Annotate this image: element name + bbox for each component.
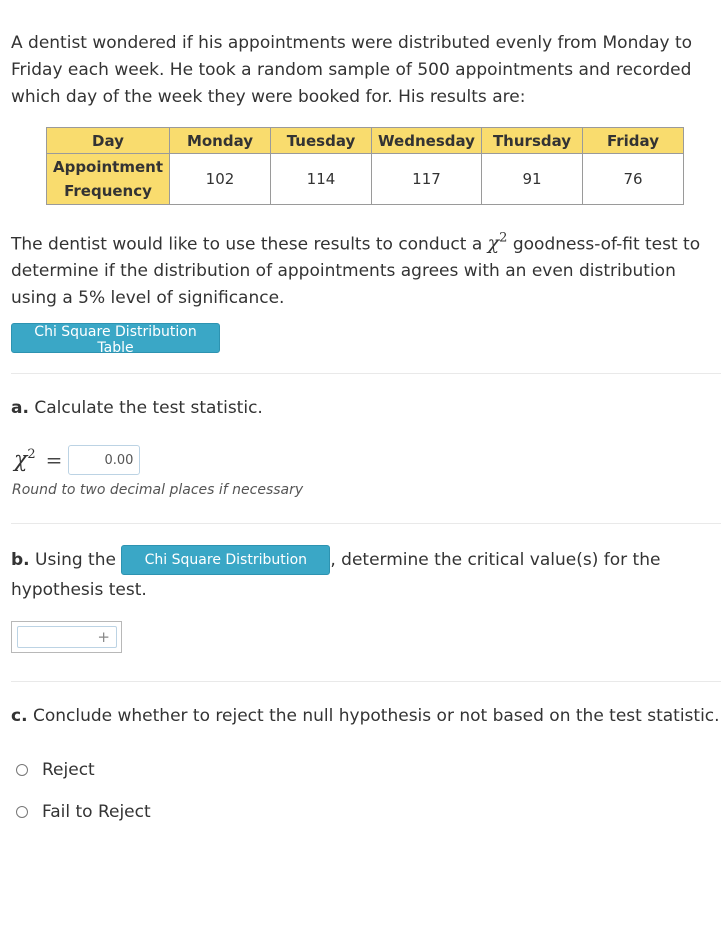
chi-exponent: 2 bbox=[499, 231, 508, 246]
plus-icon[interactable]: + bbox=[97, 628, 110, 646]
problem-intro: A dentist wondered if his appointments were distributed evenly from Monday to Friday each week. He took a random sample of 500 appointments and recorded which day of the week they were booked for. His results are: bbox=[11, 33, 693, 107]
equals-sign: = bbox=[45, 448, 63, 472]
rounding-hint: Round to two decimal places if necessary bbox=[12, 482, 304, 498]
part-c-text: Conclude whether to reject the null hypothesis or not based on the test statistic. bbox=[32, 706, 720, 726]
radio-button[interactable] bbox=[16, 806, 28, 818]
table-header-thursday: Thursday bbox=[482, 128, 583, 154]
table-header-friday: Friday bbox=[583, 128, 684, 154]
prompt-text-before: The dentist would like to use these results to conduct a bbox=[11, 234, 483, 255]
frequency-table bbox=[46, 127, 684, 205]
chi-square-table-inline-button[interactable]: Chi Square Distribution Table bbox=[121, 545, 330, 575]
chi-exponent: 2 bbox=[27, 447, 36, 463]
option-label: Fail to Reject bbox=[42, 802, 151, 822]
chi-letter: χ bbox=[487, 232, 500, 255]
table-header-monday: Monday bbox=[170, 128, 271, 154]
table-header-day: Day bbox=[47, 128, 170, 154]
table-row-label bbox=[47, 154, 170, 205]
chi-letter: χ bbox=[14, 447, 28, 473]
critical-value-input[interactable] bbox=[17, 626, 117, 648]
chi-square-symbol bbox=[14, 447, 36, 472]
table-header-wednesday: Wednesday bbox=[372, 128, 482, 154]
table-cell-wednesday: 117 bbox=[372, 154, 482, 205]
radio-button[interactable] bbox=[16, 764, 28, 776]
table-cell-monday: 102 bbox=[170, 154, 271, 205]
table-cell-friday: 76 bbox=[583, 154, 684, 205]
prompt-text-after: goodness-of-fit test to determine if the distribution of appointments agrees with an even distribution using a 5% level of significance. bbox=[11, 234, 701, 309]
problem-prompt bbox=[11, 225, 723, 312]
table-row bbox=[47, 154, 684, 205]
part-a-text: Calculate the test statistic. bbox=[34, 398, 263, 418]
row-label-line2: Frequency bbox=[64, 182, 152, 200]
table-cell-thursday: 91 bbox=[482, 154, 583, 205]
row-label-line1: Appointment bbox=[52, 158, 164, 176]
part-b-letter: b. bbox=[11, 550, 30, 570]
critical-value-input-group bbox=[11, 621, 122, 653]
divider bbox=[11, 681, 721, 682]
divider bbox=[11, 373, 721, 374]
part-a-question bbox=[11, 395, 723, 422]
test-statistic-row bbox=[14, 444, 140, 476]
part-b-question bbox=[11, 545, 723, 605]
option-reject[interactable] bbox=[16, 760, 95, 780]
test-statistic-input[interactable] bbox=[68, 445, 140, 475]
part-b-text-before: Using the bbox=[35, 550, 116, 570]
part-c-letter: c. bbox=[11, 706, 28, 726]
table-cell-tuesday: 114 bbox=[271, 154, 372, 205]
part-c-question bbox=[11, 703, 723, 730]
part-b-text-after: , determine the critical value(s) for the hypothesis test. bbox=[11, 550, 661, 600]
table-header-tuesday: Tuesday bbox=[271, 128, 372, 154]
chi-square-table-button[interactable]: Chi Square Distribution Table bbox=[11, 323, 220, 353]
chi-square-symbol bbox=[488, 232, 508, 254]
option-label: Reject bbox=[42, 760, 95, 780]
divider bbox=[11, 523, 721, 524]
option-fail-to-reject[interactable] bbox=[16, 802, 151, 822]
part-a-letter: a. bbox=[11, 398, 29, 418]
table-header-row bbox=[47, 128, 684, 154]
